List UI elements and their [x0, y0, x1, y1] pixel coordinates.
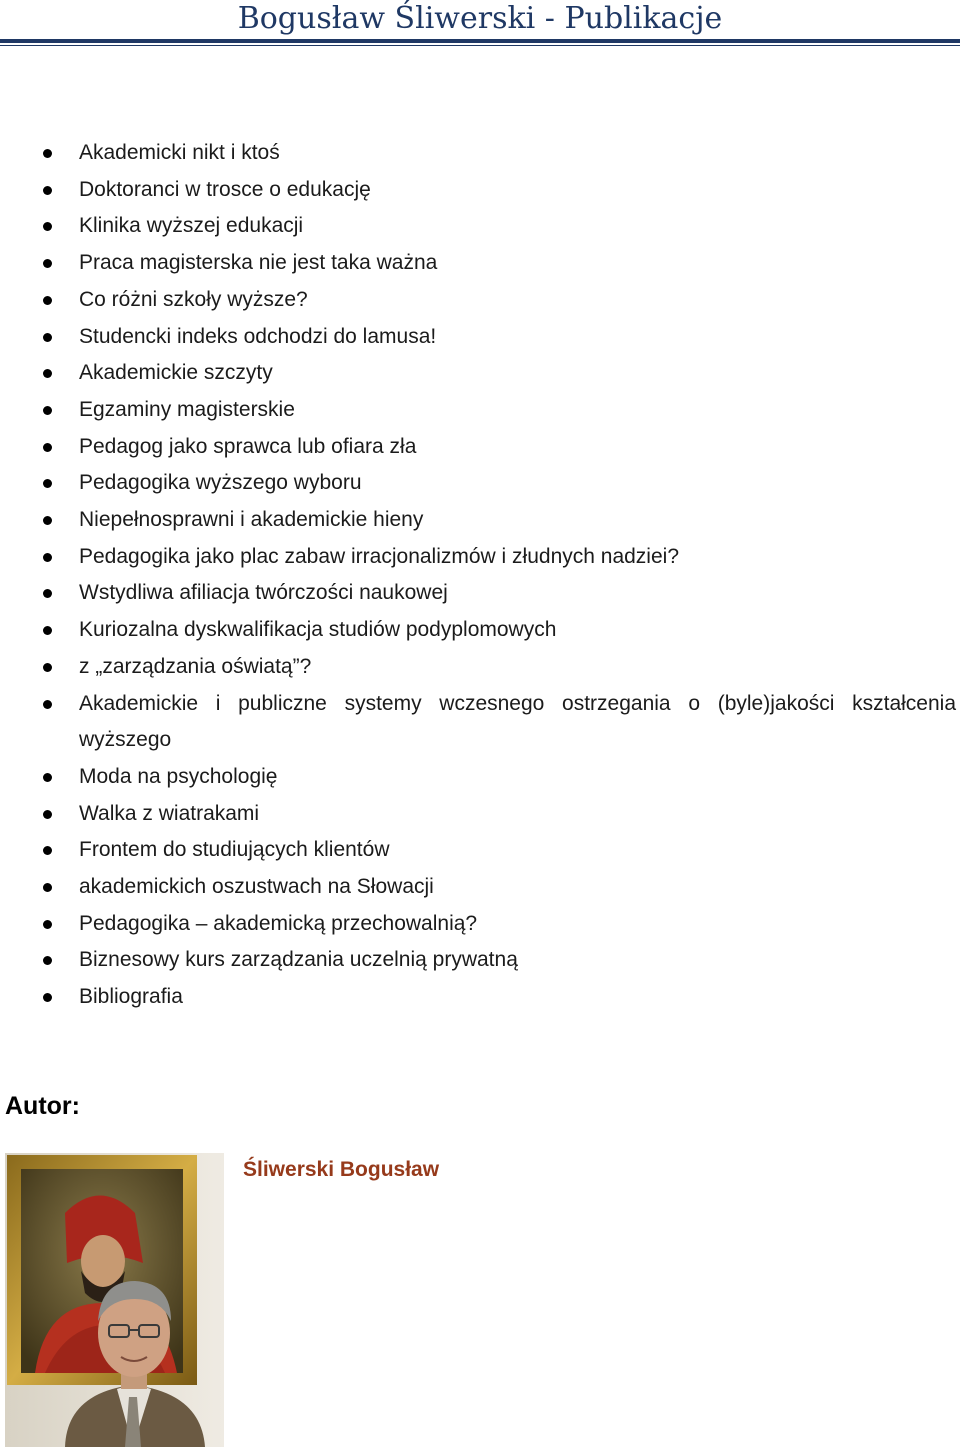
toc-item[interactable]: Akademickie i publiczne systemy wczesnego ostrzegania o (byle)jakości kształcenia wyższego	[0, 686, 960, 759]
toc-item[interactable]: Walka z wiatrakami	[0, 796, 960, 833]
bullet-icon	[43, 149, 52, 158]
bullet-icon	[43, 443, 52, 452]
page-header	[0, 0, 960, 48]
bullet-icon	[43, 883, 52, 892]
bullet-icon	[43, 589, 52, 598]
bullet-icon	[43, 186, 52, 195]
toc-item[interactable]: Niepełnosprawni i akademickie hieny	[0, 502, 960, 539]
bullet-icon	[43, 259, 52, 268]
toc-item[interactable]: Klinika wyższej edukacji	[0, 208, 960, 245]
header-rule-thin	[0, 45, 960, 46]
bullet-icon	[43, 663, 52, 672]
table-of-contents	[0, 135, 960, 1016]
toc-item[interactable]: Studencki indeks odchodzi do lamusa!	[0, 319, 960, 356]
bullet-icon	[43, 553, 52, 562]
author-portrait	[5, 1153, 224, 1447]
bullet-icon	[43, 369, 52, 378]
toc-item[interactable]: z „zarządzania oświatą”?	[0, 649, 960, 686]
bullet-icon	[43, 222, 52, 231]
bullet-icon	[43, 846, 52, 855]
toc-item[interactable]: Pedagogika – akademicką przechowalnią?	[0, 906, 960, 943]
toc-item[interactable]: Pedagogika jako plac zabaw irracjonalizmów i złudnych nadziei?	[0, 539, 960, 576]
toc-item[interactable]: Akademickie szczyty	[0, 355, 960, 392]
bullet-icon	[43, 700, 52, 709]
bullet-icon	[43, 920, 52, 929]
bullet-icon	[43, 956, 52, 965]
toc-item[interactable]: Biznesowy kurs zarządzania uczelnią prywatną	[0, 942, 960, 979]
bullet-icon	[43, 406, 52, 415]
toc-item[interactable]: Wstydliwa afiliacja twórczości naukowej	[0, 575, 960, 612]
toc-item[interactable]: akademickich oszustwach na Słowacji	[0, 869, 960, 906]
header-rule-thick	[0, 39, 960, 43]
header-title: Bogusław Śliwerski - Publikacje	[237, 1, 723, 36]
author-heading: Autor:	[5, 1092, 80, 1120]
toc-item[interactable]: Praca magisterska nie jest taka ważna	[0, 245, 960, 282]
bullet-icon	[43, 626, 52, 635]
bullet-icon	[43, 810, 52, 819]
toc-item[interactable]: Doktoranci w trosce o edukację	[0, 172, 960, 209]
bullet-icon	[43, 993, 52, 1002]
bullet-icon	[43, 516, 52, 525]
toc-item[interactable]: Co różni szkoły wyższe?	[0, 282, 960, 319]
toc-item[interactable]: Kuriozalna dyskwalifikacja studiów podyplomowych	[0, 612, 960, 649]
bullet-icon	[43, 333, 52, 342]
toc-item[interactable]: Moda na psychologię	[0, 759, 960, 796]
toc-item[interactable]: Pedagogika wyższego wyboru	[0, 465, 960, 502]
toc-item[interactable]: Pedagog jako sprawca lub ofiara zła	[0, 429, 960, 466]
toc-item[interactable]: Frontem do studiujących klientów	[0, 832, 960, 869]
bullet-icon	[43, 296, 52, 305]
toc-item[interactable]: Bibliografia	[0, 979, 960, 1016]
toc-item[interactable]: Akademicki nikt i ktoś	[0, 135, 960, 172]
bullet-icon	[43, 479, 52, 488]
author-name[interactable]: Śliwerski Bogusław	[243, 1158, 440, 1181]
bullet-icon	[43, 773, 52, 782]
toc-item[interactable]: Egzaminy magisterskie	[0, 392, 960, 429]
